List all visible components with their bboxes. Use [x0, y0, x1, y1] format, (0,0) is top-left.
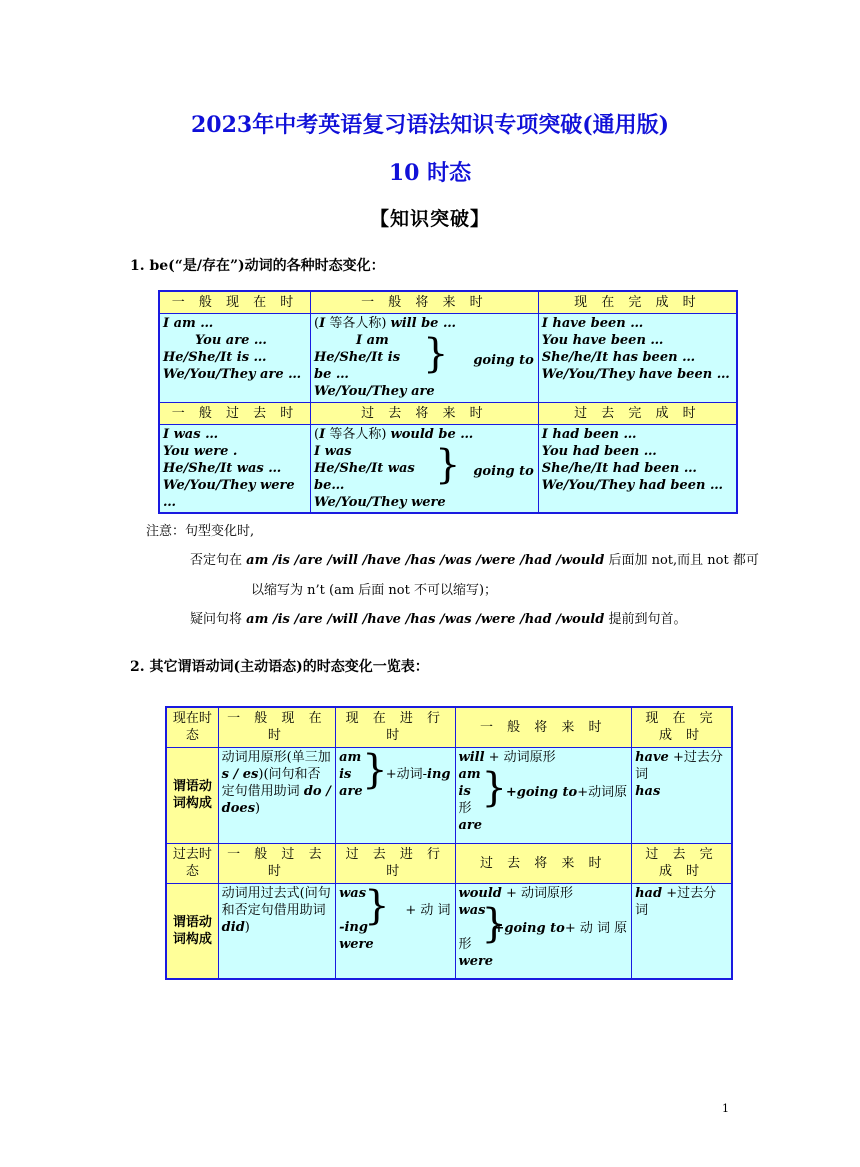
header-past-perfect: 过 去 完 成 时 [538, 402, 737, 424]
label-past-tense: 过去时态 [166, 843, 218, 883]
page-number: 1 [722, 1102, 729, 1115]
line: be … [314, 366, 349, 382]
note-question: 疑问句将 am /is /are /will /have /has /was /were /had /would 提前到句首。 [190, 612, 687, 627]
cell-simple-present [159, 313, 311, 402]
header-simple-past: 一 般 过 去 时 [159, 402, 311, 424]
line: I have been … [541, 315, 644, 331]
label-present-tense: 现在时态 [166, 707, 218, 747]
note-contraction: 以缩写为 n’t (am 后面 not 不可以缩写)； [251, 583, 498, 598]
cell-simple-past [159, 424, 311, 513]
line: He/She/It was … [163, 460, 282, 476]
section-heading: 【知识突破】 [369, 208, 490, 230]
brace-icon: } [435, 441, 461, 488]
heading-other-verbs: 2. 其它谓语动词(主动语态)的时态变化一览表： [130, 659, 429, 675]
header-simple-past: 一 般 过 去 时 [218, 843, 335, 883]
has-line: has [635, 783, 661, 799]
heading-be-verb: 1. be(“是/存在”)动词的各种时态变化： [130, 258, 385, 274]
cell-simple-present-form: 动词用原形(单三加 s / es)(问句和否定句借用助词 do / does) [218, 747, 335, 843]
header-present-perfect: 现 在 完 成 时 [538, 291, 737, 313]
line: I was [314, 443, 352, 459]
header-past-perfect: 过 去 完 成 时 [632, 843, 732, 883]
would-line: would + 动词原形 [458, 885, 574, 901]
line: I was … [163, 426, 219, 442]
line: You are … [195, 332, 267, 348]
cell-past-future [311, 424, 539, 513]
verb-label: + 动 词 [405, 902, 451, 918]
brace-icon: } [481, 900, 507, 947]
header-present-progressive: 现 在 进 行 时 [336, 707, 455, 747]
line: You have been … [541, 332, 664, 348]
document-title: 2023年中考英语复习语法知识专项突破(通用版) [190, 112, 670, 138]
going-to-label: +going to+ 动 词 原 [493, 920, 628, 936]
line: We/You/They are [314, 383, 435, 399]
brace-icon: } [423, 330, 449, 377]
going-to-label: going to [473, 463, 534, 479]
line: is [458, 783, 471, 799]
line: is [339, 766, 352, 782]
label-verb-form: 谓语动词构成 [166, 883, 218, 979]
line: was [339, 885, 367, 901]
line: He/She/It is [314, 349, 401, 365]
brace-icon: } [362, 746, 388, 793]
line: 形 [458, 800, 472, 816]
going-to-label: going to [473, 352, 534, 368]
label-verb-form: 谓语动词构成 [166, 747, 218, 843]
line: We/You/They were [314, 494, 446, 510]
will-line: will + 动词原形 [458, 749, 556, 765]
cell-past-progressive-form [336, 883, 455, 979]
line: I am … [163, 315, 214, 331]
header-present-perfect: 现 在 完 成 时 [632, 707, 732, 747]
cell-simple-past-form: 动词用过去式(问句和否定句借用助词 did) [218, 883, 335, 979]
cell-simple-future-form [455, 747, 632, 843]
header-simple-present: 一 般 现 在 时 [159, 291, 311, 313]
cell-simple-future [311, 313, 539, 402]
line: He/She/It is … [163, 349, 267, 365]
ing-label: +动词-ing [385, 766, 451, 782]
cell-present-perfect-form: have +过去分词 has [632, 747, 732, 843]
cell-past-future-form [455, 883, 632, 979]
line: We/You/They are … [163, 366, 302, 382]
line: We/You/They have been … [541, 366, 730, 382]
future-intro: (I 等各人称) will be … [314, 315, 456, 331]
header-simple-future: 一 般 将 来 时 [455, 707, 632, 747]
header-past-future: 过 去 将 来 时 [311, 402, 539, 424]
line: I am [356, 332, 389, 348]
document-subtitle: 10 时态 [388, 160, 472, 186]
verb-tense-table [165, 706, 733, 980]
note-intro: 注意：句型变化时, [146, 524, 255, 539]
line: You were . [163, 443, 238, 459]
line: She/he/It had been … [541, 460, 697, 476]
header-past-future: 过 去 将 来 时 [455, 843, 632, 883]
line: -ing [339, 919, 368, 935]
line: He/She/It was [314, 460, 415, 476]
line: We/You/They were … [163, 477, 295, 510]
line: was [458, 902, 486, 918]
line: are [339, 783, 363, 799]
cell-past-perfect [538, 424, 737, 513]
line: I had been … [541, 426, 637, 442]
past-future-intro: (I 等各人称) would be … [314, 426, 474, 442]
line: You had been … [541, 443, 657, 459]
line: We/You/They had been … [541, 477, 723, 493]
line: be… [314, 477, 345, 493]
line: am [339, 749, 362, 765]
line: were [458, 953, 494, 969]
note-negative: 否定句在 am /is /are /will /have /has /was /were /had /would 后面加 not,而且 not 都可 [190, 553, 759, 568]
brace-icon: } [364, 882, 390, 929]
going-to-label: +going to+动词原 [505, 784, 628, 800]
cell-past-perfect-form: had +过去分词 [632, 883, 732, 979]
be-verb-tense-table [158, 290, 738, 514]
header-past-progressive: 过 去 进 行 时 [336, 843, 455, 883]
cell-present-progressive-form [336, 747, 455, 843]
header-simple-future: 一 般 将 来 时 [311, 291, 539, 313]
line: were [339, 936, 374, 952]
line: She/he/It has been … [541, 349, 696, 365]
line: are [458, 817, 483, 833]
brace-icon: } [481, 764, 507, 811]
cell-present-perfect [538, 313, 737, 402]
header-simple-present: 一 般 现 在 时 [218, 707, 335, 747]
line: 形 [458, 936, 472, 952]
line: am [458, 766, 481, 782]
